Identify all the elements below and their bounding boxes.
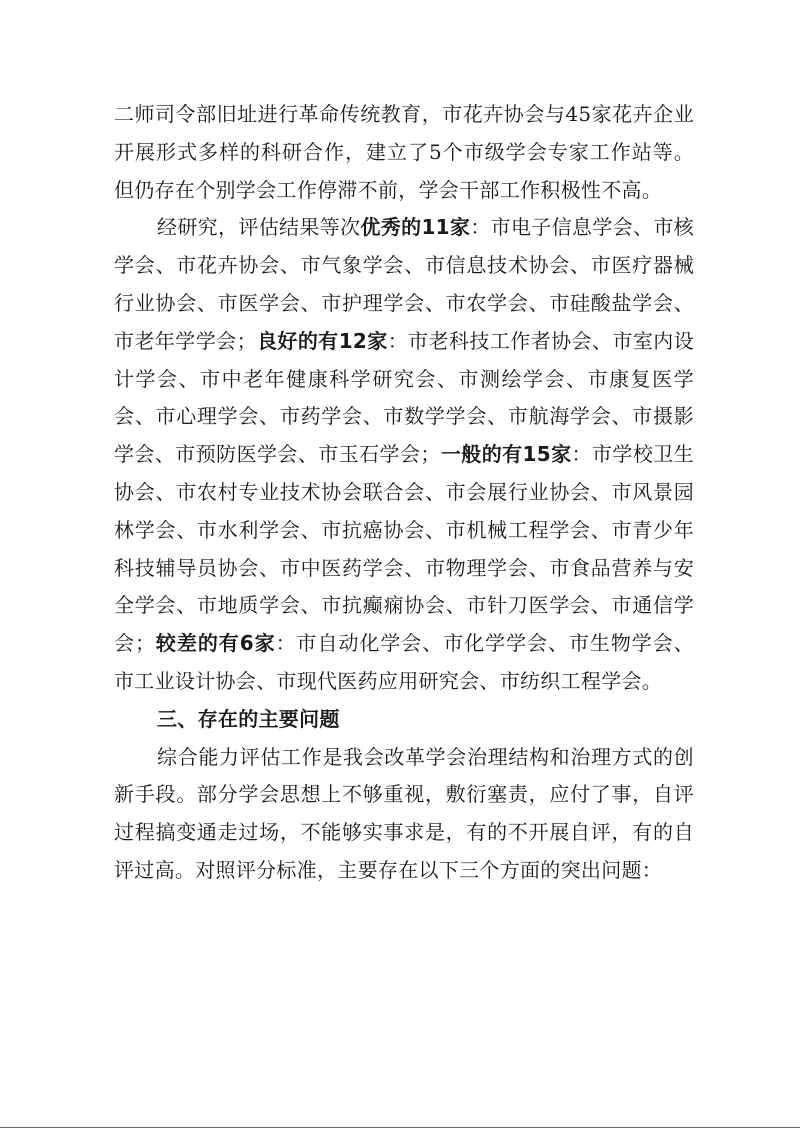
- section-heading: 三、存在的主要问题: [157, 706, 340, 731]
- page-bottom-border: [0, 1127, 800, 1128]
- results-intro: 经研究，评估结果等次: [157, 215, 361, 240]
- paragraph-evaluation-results: [114, 209, 694, 700]
- good-list: ：市老科技工作者协会、市室内设计学会、市中老年健康科学研究会、市测绘学会、市康复医学会、市心理学会、市药学会、市数学学会、市航海学会、市摄影学会、市预防医学会、市玉石学会；: [114, 328, 694, 467]
- good-label: 良好的有12家: [256, 328, 388, 353]
- poor-label: 较差的有6家: [155, 631, 276, 656]
- paragraph-text: 二师司令部旧址进行革命传统教育，市花卉协会与45家花卉企业开展形式多样的科研合作，建立了5个市级学会专家工作站等。但仍存在个别学会工作停滞不前，学会干部工作积极性不高。: [114, 102, 694, 202]
- excellent-label: 优秀的11家: [360, 215, 471, 240]
- document-body: [114, 96, 694, 890]
- poor-list: ：市自动化学会、市化学学会、市生物学会、市工业设计协会、市现代医药应用研究会、市纺织工程学会。: [114, 631, 695, 693]
- paragraph-text: 综合能力评估工作是我会改革学会治理结构和治理方式的创新手段。部分学会思想上不够重视，敷衍塞责，应付了事，自评过程搞变通走过场，不能够实事求是，有的不开展自评，有的自评过高。对照评分标准，主要存在以下三个方面的突出问题：: [114, 744, 694, 882]
- paragraph-main-problems: [114, 739, 694, 890]
- average-label: 一般的有15家: [440, 442, 572, 467]
- average-list: ：市学校卫生协会、市农村专业技术协会联合会、市会展行业协会、市风景园林学会、市水利学会、市抗癌协会、市机械工程学会、市青少年科技辅导员协会、市中医药学会、市物理学会、市食品营养与安全学会、市地质学会、市抗癫痫协会、市针刀医学会、市通信学会；: [114, 442, 694, 656]
- excellent-list: ：市电子信息学会、市核学会、市花卉协会、市气象学会、市信息技术协会、市医疗器械行业协会、市医学会、市护理学会、市农学会、市硅酸盐学会、市老年学学会；: [114, 215, 694, 353]
- paragraph-continuation: [114, 96, 694, 209]
